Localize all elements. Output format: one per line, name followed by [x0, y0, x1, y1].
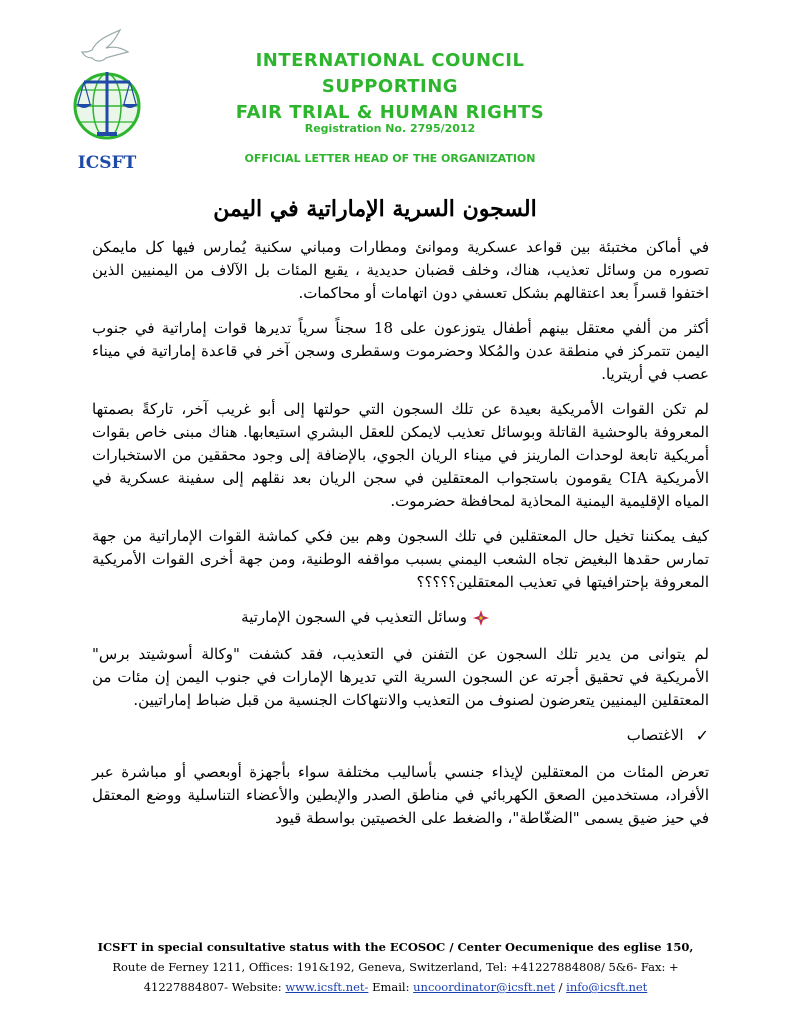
- document-body: [92, 236, 709, 842]
- paragraph-2: أكثر من ألفي معتقل بينهم أطفال يتوزعون على 18 سجناً سرياً تديرها قوات إماراتية في جنوب اليمن تتمركز في منطقة عدن والمُكلا وحضرموت وسقطرى وسجن آخر في قاعدة إماراتية في ميناء عصب في أريتريا.: [92, 319, 709, 383]
- paragraph-6: تعرض المئات من المعتقلين لإيذاء جنسي بأساليب مختلفة سواء بأجهزة أوبعصي أو مباشرة عبر الأفراد، مستخدمين الصعق الكهربائي في مناطق الصدر والإبطين والأعضاء التناسلية ووضع المعتقل في حيز ضيق يسمى "الضغّاطة"، والضغط على الخصيتين بواسطة قيود: [92, 763, 709, 827]
- email-link-coordinator[interactable]: uncoordinator@icsft.net: [413, 980, 555, 994]
- org-name-line2: FAIR TRIAL & HUMAN RIGHTS: [235, 102, 545, 123]
- checkmark-icon: ✓: [695, 726, 709, 745]
- official-letterhead-label: OFFICIAL LETTER HEAD OF THE ORGANIZATION: [244, 152, 536, 165]
- footer-line-2: Route de Ferney 1211, Offices: 191&192, Geneva, Switzerland, Tel: +41227884808/ 5&6- Fax: +: [112, 960, 679, 974]
- section-heading-rape: [92, 724, 709, 747]
- document-title: السجون السرية الإماراتية في اليمن: [213, 196, 537, 222]
- footer-line-3: 41227884807- Website: www.icsft.net- Email: uncoordinator@icsft.net / info@icsft.net: [143, 980, 648, 994]
- section-heading-torture-methods: [92, 606, 709, 629]
- four-point-star-bullet-icon: [473, 610, 489, 626]
- org-name-line1: INTERNATIONAL COUNCIL SUPPORTING: [255, 50, 525, 97]
- footer-line-1: ICSFT in special consultative status with the ECOSOC / Center Oecumenique des eglise 150,: [97, 940, 694, 954]
- paragraph-4: كيف يمكننا تخيل حال المعتقلين في تلك السجون وهم بين فكي كماشة القوات الإماراتية من جهة تمارس حقدها البغيض تجاه الشعب اليمني بسبب مواقفه الوطنية، ومن جهة أخرى القوات الأمريكية المعروفة بإحترافيتها في تعذيب المعتقلين؟؟؟؟؟: [92, 527, 709, 591]
- email-link-info[interactable]: info@icsft.net: [566, 980, 648, 994]
- website-link[interactable]: www.icsft.net-: [285, 980, 369, 994]
- paragraph-1: في أماكن مختبئة بين قواعد عسكرية وموانئ ومطارات ومباني سكنية يُمارس فيها كل مايمكن تصوره من وسائل تعذيب، هناك، وخلف قضبان حديدية ، يقبع المئات بل الآلاف من اليمنيين الذين اختفوا قسراً بعد اعتقالهم بشكل تعسفي دون اتهامات أو محاكمات.: [92, 238, 709, 302]
- letterhead: [0, 10, 791, 175]
- registration-number: Registration No. 2795/2012: [304, 122, 476, 135]
- svg-text:ICSFT: ICSFT: [77, 153, 137, 173]
- paragraph-3: لم تكن القوات الأمريكية بعيدة عن تلك السجون التي حولتها إلى أبو غريب آخر، تاركةً بصمتها المعروفة بالوحشية القاتلة وبوسائل تعذيب لايمكن للعقل البشري استيعابها. هناك مبنى خاص بقوات أمريكية تابعة لوحدات المارينز في ميناء الريان الجوي، بالإضافة إلى وجود محققين من الاستخبارات الأمريكية CIA يقومون باستجواب المعتقلين في سجن الريان بعد نقلهم إلى سفينة عسكرية في المياه الإقليمية اليمنية المحاذية لمحافظة حضرموت.: [92, 400, 710, 510]
- paragraph-5: لم يتوانى من يدير تلك السجون عن التفنن في التعذيب، فقد كشفت "وكالة أسوشيتد برس" الأمريكية في تحقيق أجرته عن السجون السرية التي تديرها الإمارات في جنوب اليمن إن مئات من المعتقلين اليمنيين يتعرضون لصنوف من التعذيب والانتهاكات الجنسية من قبل ضباط إماراتيين.: [92, 645, 709, 709]
- dove-scales-globe-icon: [62, 28, 152, 178]
- organization-name: [190, 48, 590, 126]
- section-heading-text: وسائل التعذيب في السجون الإمارتية: [241, 608, 467, 626]
- footer: [60, 937, 731, 997]
- section-heading-text: الاغتصاب: [626, 726, 684, 744]
